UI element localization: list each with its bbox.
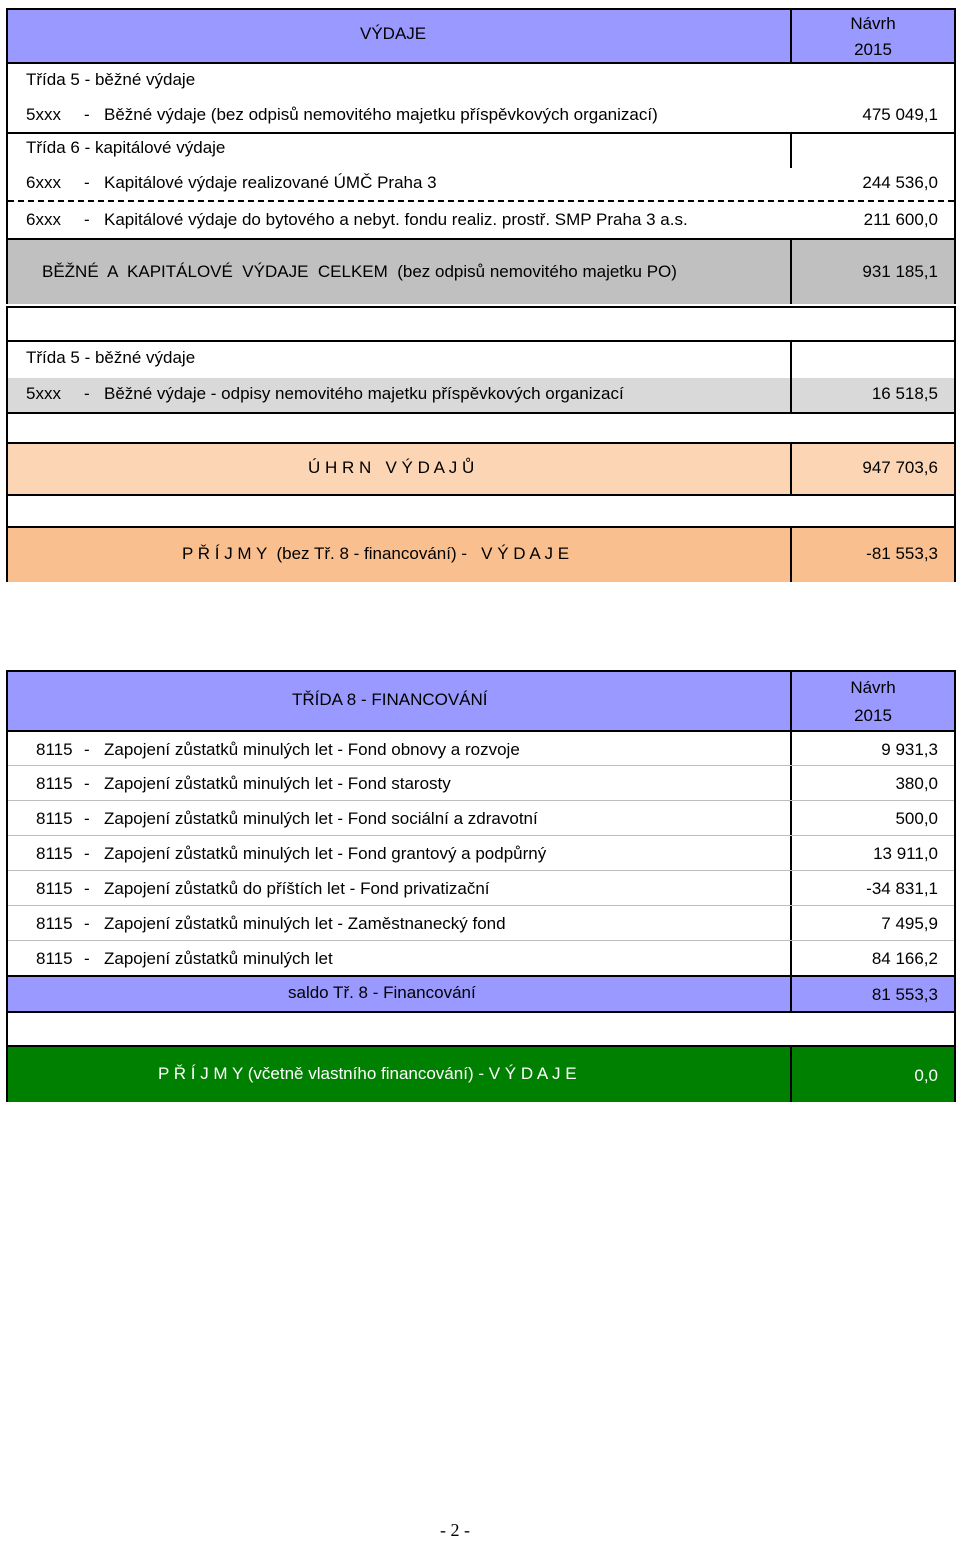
financing-col-label-navrh: Návrh [850, 678, 896, 697]
total-expenses-label-cell [8, 444, 790, 494]
class5-heading-row [8, 62, 954, 102]
financing-row-7-value-cell [790, 941, 954, 975]
depreciation-row-value: 16 518,5 [871, 384, 938, 403]
financing-row-5-value: -34 831,1 [866, 879, 938, 898]
header-col-label-navrh: Návrh [850, 14, 896, 33]
row-6xxx-b-dash: - [84, 210, 90, 229]
financing-row-5-label-cell [8, 871, 790, 905]
expenses-header-row [8, 10, 954, 62]
financing-row-3-dash: - [84, 809, 90, 828]
financing-row-6-code: 8115 [36, 914, 73, 933]
total-expenses-value-cell [790, 444, 954, 494]
row-5xxx-dash: - [84, 105, 90, 124]
page-number: - 2 - [440, 1520, 470, 1540]
financing-row-1-dash: - [84, 740, 90, 759]
total-current-capital-label: BĚŽNÉ A KAPITÁLOVÉ VÝDAJE CELKEM (bez odpisů nemovitého majetku PO) [42, 262, 677, 281]
financing-row-2-value-cell [790, 766, 954, 800]
financing-header-row [8, 672, 954, 730]
financing-saldo-value: 81 553,3 [871, 985, 938, 1004]
financing-row-2-label: Zapojení zůstatků minulých let - Fond starosty [104, 774, 451, 793]
financing-row-3-value-cell [790, 801, 954, 835]
total-current-capital-label-cell [8, 240, 790, 304]
class6-heading-cell [8, 134, 790, 168]
final-value: 0,0 [914, 1066, 938, 1085]
depreciation-row [8, 378, 954, 412]
financing-row-2-label-cell [8, 766, 790, 800]
financing-table [6, 670, 956, 1102]
financing-row-1-value-cell [790, 732, 954, 765]
totals-table [6, 306, 956, 582]
depreciation-row-dash: - [84, 384, 90, 403]
blank-row-3 [8, 494, 954, 526]
depreciation-heading: Třída 5 - běžné výdaje [26, 348, 196, 367]
row-6xxx-b-label: Kapitálové výdaje do bytového a nebyt. fondu realiz. prostř. SMP Praha 3 a.s. [104, 210, 688, 229]
row-6xxx-a-value: 244 536,0 [862, 173, 938, 192]
depreciation-row-value-cell [790, 378, 954, 412]
row-6xxx-a-dash: - [84, 173, 90, 192]
row-5xxx [8, 100, 954, 132]
financing-row-6-dash: - [84, 914, 90, 933]
depreciation-heading-row [8, 340, 954, 378]
financing-row-6-value: 7 495,9 [881, 914, 938, 933]
financing-row-4-label: Zapojení zůstatků minulých let - Fond grantový a podpůrný [104, 844, 547, 863]
financing-title: TŘÍDA 8 - FINANCOVÁNÍ [292, 690, 488, 709]
blank-row-4 [8, 1011, 954, 1045]
financing-row-5-code: 8115 [36, 879, 73, 898]
expenses-header-title: VÝDAJE [360, 24, 427, 43]
financing-row-3-label: Zapojení zůstatků minulých let - Fond sociální a zdravotní [104, 809, 538, 828]
final-label-cell [8, 1047, 790, 1102]
header-col-label-year: 2015 [854, 40, 892, 59]
balance-value-cell [790, 528, 954, 582]
total-current-capital-row [8, 238, 954, 304]
row-6xxx-a-code: 6xxx [26, 173, 61, 192]
financing-row-7-code: 8115 [36, 949, 73, 968]
depreciation-row-label: Běžné výdaje - odpisy nemovitého majetku příspěvkových organizací [104, 384, 624, 403]
financing-saldo-row [8, 975, 954, 1011]
row-6xxx-a-label: Kapitálové výdaje realizované ÚMČ Praha 3 [104, 173, 437, 192]
financing-row-4-value-cell [790, 836, 954, 870]
financing-title-cell [8, 672, 790, 730]
financing-row-5 [8, 870, 954, 905]
depreciation-row-code: 5xxx [26, 384, 61, 403]
financing-row-6-value-cell [790, 906, 954, 940]
row-6xxx-a [8, 168, 954, 202]
class5-heading: Třída 5 - běžné výdaje [26, 70, 196, 89]
class6-heading-right-cell [790, 134, 954, 168]
financing-row-7-label: Zapojení zůstatků minulých let [104, 949, 333, 968]
total-current-capital-value-cell [790, 240, 954, 304]
total-expenses-row [8, 442, 954, 494]
total-expenses-label: Ú H R N V Ý D A J Ů [308, 458, 475, 477]
blank-row-2 [8, 412, 954, 442]
financing-row-7-dash: - [84, 949, 90, 968]
balance-value: -81 553,3 [866, 544, 938, 563]
financing-row-6-label-cell [8, 906, 790, 940]
total-current-capital-value: 931 185,1 [862, 262, 938, 281]
balance-row [8, 526, 954, 582]
final-value-cell [790, 1047, 954, 1102]
expenses-table [6, 8, 956, 304]
class5-heading-cell [8, 64, 790, 102]
financing-row-3-value: 500,0 [895, 809, 938, 828]
financing-row-2-code: 8115 [36, 774, 73, 793]
financing-row-4-dash: - [84, 844, 90, 863]
row-5xxx-code: 5xxx [26, 105, 61, 124]
financing-row-6-label: Zapojení zůstatků minulých let - Zaměstnanecký fond [104, 914, 506, 933]
financing-row-4-value: 13 911,0 [873, 844, 938, 863]
financing-row-6 [8, 905, 954, 940]
financing-row-2-value: 380,0 [895, 774, 938, 793]
financing-saldo-label: saldo Tř. 8 - Financování [288, 983, 476, 1002]
balance-label-cell [8, 528, 790, 582]
expenses-header-title-cell [8, 10, 790, 62]
financing-col-label-year: 2015 [854, 706, 892, 725]
depreciation-heading-cell [8, 342, 790, 378]
expenses-header-year-cell [790, 10, 954, 62]
financing-saldo-label-cell [8, 977, 790, 1011]
financing-row-4 [8, 835, 954, 870]
row-5xxx-label: Běžné výdaje (bez odpisů nemovitého majetku příspěvkových organizací) [104, 105, 658, 124]
financing-row-5-dash: - [84, 879, 90, 898]
financing-row-1-value: 9 931,3 [881, 740, 938, 759]
class6-heading-row [8, 132, 954, 168]
financing-row-7-value: 84 166,2 [871, 949, 938, 968]
blank-row-1 [8, 308, 954, 340]
row-5xxx-value: 475 049,1 [862, 105, 938, 124]
row-6xxx-b [8, 204, 954, 238]
row-6xxx-b-value: 211 600,0 [863, 210, 938, 229]
financing-row-7 [8, 940, 954, 975]
financing-row-3-code: 8115 [36, 809, 73, 828]
final-label: P Ř Í J M Y (včetně vlastního financování) - V Ý D A J E [158, 1064, 577, 1083]
financing-row-4-label-cell [8, 836, 790, 870]
financing-row-5-value-cell [790, 871, 954, 905]
final-row [8, 1045, 954, 1102]
financing-row-2-dash: - [84, 774, 90, 793]
financing-row-3 [8, 800, 954, 835]
financing-row-3-label-cell [8, 801, 790, 835]
financing-row-2 [8, 765, 954, 800]
financing-year-cell [790, 672, 954, 730]
class6-heading: Třída 6 - kapitálové výdaje [26, 138, 226, 157]
financing-row-1-code: 8115 [36, 740, 73, 759]
financing-row-7-label-cell [8, 941, 790, 975]
depreciation-heading-right-cell [790, 342, 954, 378]
financing-row-1-label-cell [8, 732, 790, 765]
financing-row-1 [8, 730, 954, 765]
financing-row-5-label: Zapojení zůstatků do příštích let - Fond privatizační [104, 879, 490, 898]
depreciation-row-label-cell [8, 378, 790, 412]
financing-row-1-label: Zapojení zůstatků minulých let - Fond obnovy a rozvoje [104, 740, 520, 759]
total-expenses-value: 947 703,6 [862, 458, 938, 477]
financing-saldo-value-cell [790, 977, 954, 1011]
row-6xxx-b-code: 6xxx [26, 210, 61, 229]
financing-row-4-code: 8115 [36, 844, 73, 863]
balance-label: P Ř Í J M Y (bez Tř. 8 - financování) - V Ý D A J E [182, 544, 570, 563]
